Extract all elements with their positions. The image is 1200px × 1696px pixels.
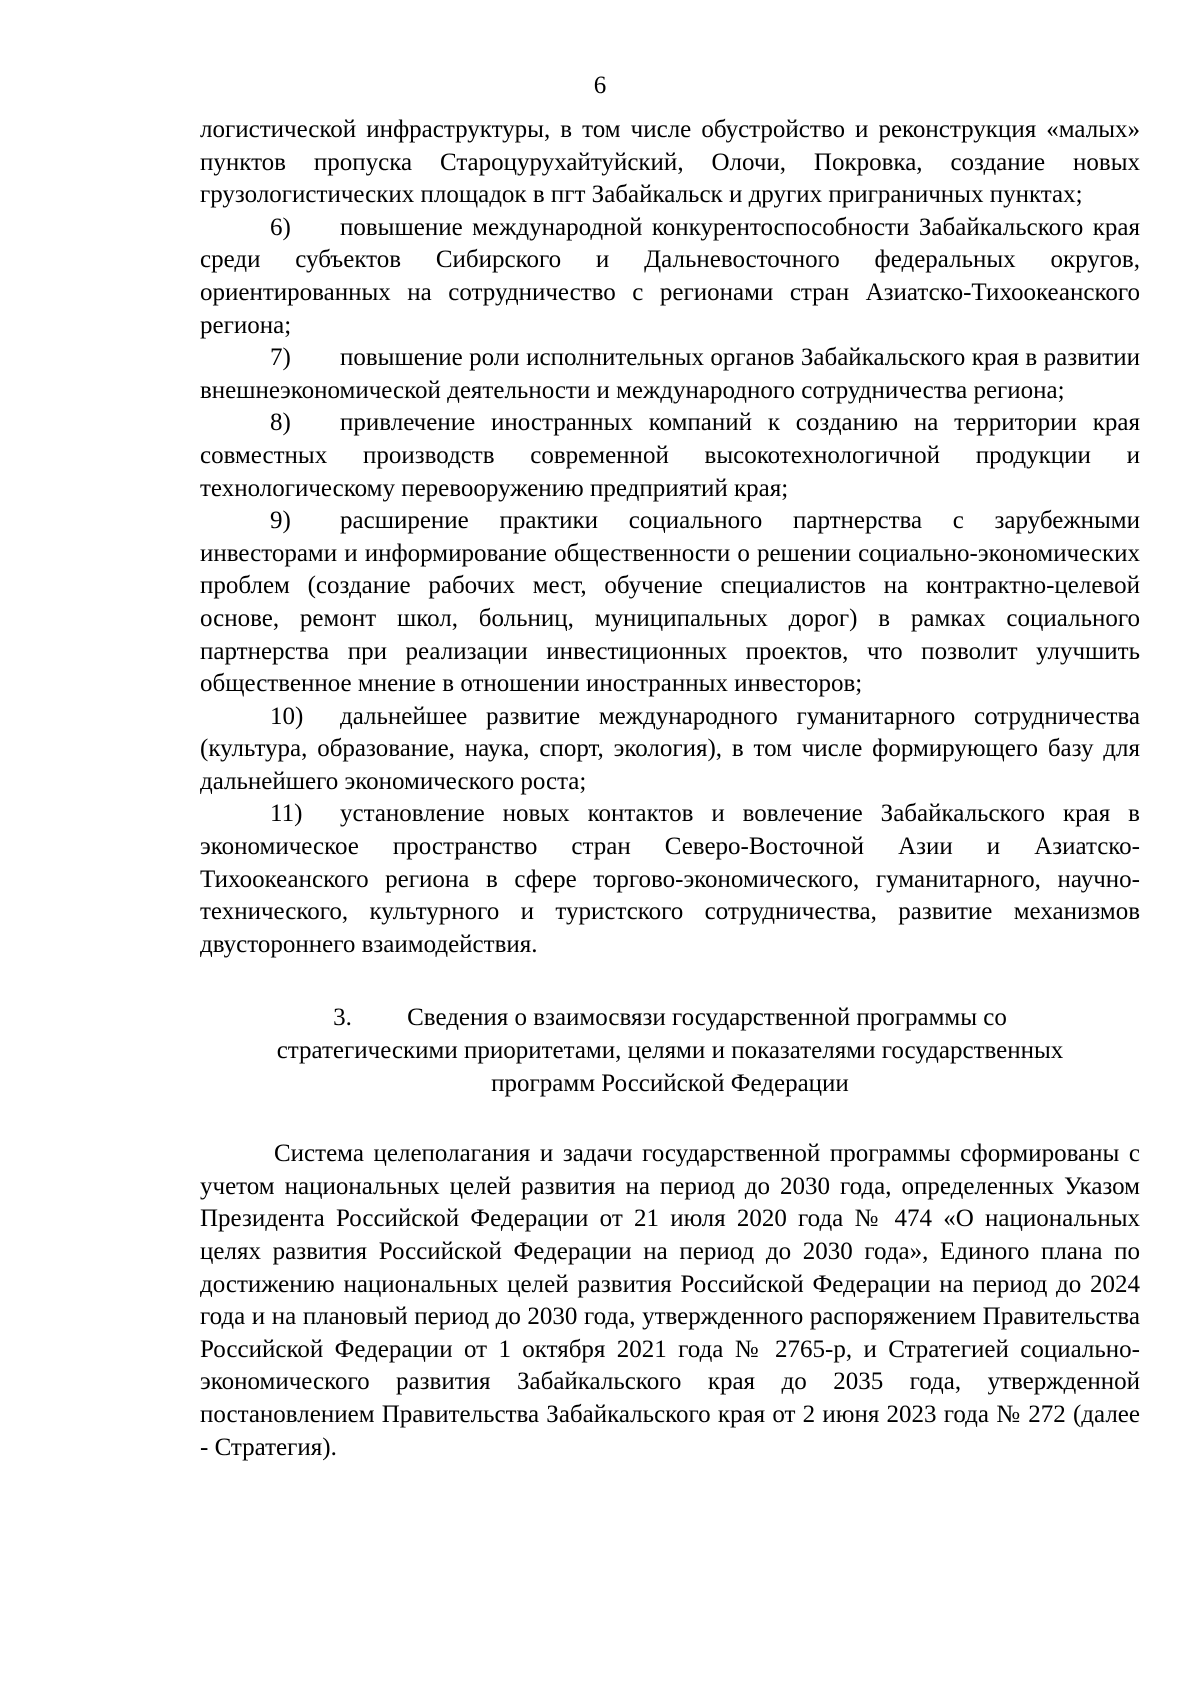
list-item-9 <box>200 505 1140 701</box>
list-item-11 <box>200 798 1140 961</box>
list-item-text: дальнейшее развитие международного гуманитарного сотрудничества (культура, образование, наука, спорт, экология), в том числе формирующего базу для дальнейшего экономического роста; <box>200 702 1140 795</box>
body-paragraph: Система целеполагания и задачи государственной программы сформированы с учетом национальных целей развития на период до 2030 года, определенных Указом Президента Российской Федерации от 21 июля 2020 года № 474 «О национальных целях развития Российской Федерации на период до 2030 года», Единого плана по достижению национальных целей развития Российской Федерации на период до 2024 года и на плановый период до 2030 года, утвержденного распоряжением Правительства Российской Федерации от 1 октября 2021 года № 2765-р, и Стратегией социально-экономического развития Забайкальского края до 2035 года, утвержденной постановлением Правительства Забайкальского края от 2 июня 2023 года № 272 (далее - Стратегия). <box>200 1140 1140 1461</box>
list-item-text: привлечение иностранных компаний к созданию на территории края совместных производств современной высокотехнологичной продукции и технологическому перевооружению предприятий края; <box>200 409 1140 502</box>
list-item-10 <box>200 701 1140 799</box>
page-number: 6 <box>593 72 607 99</box>
list-item-number: 10) <box>270 702 304 730</box>
list-item-text: повышение роли исполнительных органов Забайкальского края в развитии внешнеэкономической деятельности и международного сотрудничества региона; <box>200 344 1140 404</box>
list-item-text: установление новых контактов и вовлечение Забайкальского края в экономическое пространство стран Северо-Восточной Азии и Азиатско-Тихоокеанского региона в сфере торгово-экономического, гуманитарного, научно-технического, культурного и туристского сотрудничества, развитие механизмов двустороннего взаимодействия. <box>200 800 1140 958</box>
section-number: 3. <box>333 1004 352 1032</box>
list-item-number: 7) <box>270 344 291 372</box>
list-item-text: повышение международной конкурентоспособности Забайкальского края среди субъектов Сибирского и Дальневосточного федеральных округов, ориентированных на сотрудничество с регионами стран Азиатско-Тихоокеанского региона; <box>200 213 1140 339</box>
document-body <box>200 114 1140 1464</box>
intro-continuation: логистической инфраструктуры, в том числе обустройство и реконструкция «малых» пунктов пропуска Староцурухайтуйский, Олочи, Покровка, создание новых грузологистических площадок в пгт Забайкальск и других приграничных пунктах; <box>200 116 1140 209</box>
section-title: Сведения о взаимосвязи государственной программы со стратегическими приоритетами, целями и показателями государственных программ Российской Федерации <box>276 1004 1064 1097</box>
list-item-6 <box>200 212 1140 342</box>
list-item-number: 11) <box>270 800 303 828</box>
list-item-8 <box>200 407 1140 505</box>
list-item-number: 9) <box>270 507 291 535</box>
section-heading <box>240 1002 1100 1100</box>
list-item-7 <box>200 342 1140 407</box>
list-item-text: расширение практики социального партнерства с зарубежными инвесторами и информирование общественности о решении социально-экономических проблем (создание рабочих мест, обучение специалистов на контрактно-целевой основе, ремонт школ, больниц, муниципальных дорог) в рамках социального партнерства при реализации инвестиционных проектов, что позволит улучшить общественное мнение в отношении иностранных инвесторов; <box>200 507 1140 698</box>
list-item-number: 8) <box>270 409 291 437</box>
list-item-number: 6) <box>270 213 291 241</box>
